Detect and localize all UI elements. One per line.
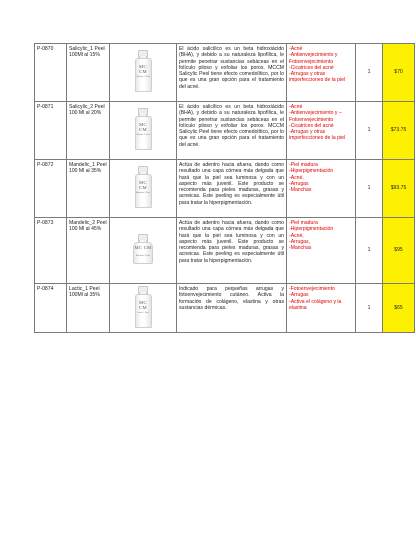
product-price: $73.75: [383, 102, 415, 160]
benefit-item: -Acné,: [289, 232, 304, 239]
benefit-item: -Hiperpigmentación: [289, 226, 334, 233]
product-description: El ácido salicílico es un beta hidroxiácido (BHA), y debido a su naturaleza lipofílica, le permite penetrar sustancias sebáceas en el folículo piloso y exfoliar los poros. MCCM Salicylic Peel tiene efecto comedolítico, por lo que es una gran opción para el tratamiento del acné.: [177, 44, 287, 102]
product-description: Actúa de adentro hacia afuera, dando como resultado una capa córnea más delgada que hará que la piel sea luminosa y con un aspecto más juvenil. Este producto se recomienda para pieles maduras, grasas y acneicas. Este peeling es especialmente útil para tratar la hiperpigmentación.: [177, 160, 287, 218]
product-code: P-0873: [35, 218, 67, 284]
table-row: [35, 218, 415, 284]
table-row: [35, 44, 415, 102]
table-row: [35, 102, 415, 160]
product-price: $95: [383, 218, 415, 284]
benefit-item: -Acné,: [289, 174, 304, 181]
bottle-label-text: Salicylic 1 Peel: [136, 76, 150, 79]
product-name: Mandelic_2 Peel 100 Ml al 45%: [67, 218, 110, 284]
product-bottle-image: [135, 108, 152, 150]
bottle-brand-mark: MC CM: [139, 64, 147, 74]
product-bottle-image: [135, 286, 152, 328]
benefit-item: -Antienvejecimiento y Fotoenvejecimiento: [289, 52, 338, 65]
bottle-label-text: Salicylic 2 Peel: [136, 134, 150, 137]
product-image-cell: [110, 102, 177, 160]
product-quantity: 1: [356, 160, 383, 218]
bottle-brand-mark: MC CM: [139, 180, 147, 190]
product-description: Actúa de adentro hacia afuera, dando como resultado una capa córnea más delgada que hará que la piel sea luminosa y con un aspecto más juvenil. Este producto se recomienda para pieles maduras, grasas y acneicas. Este peeling es especialmente útil para tratar la hiperpigmentación.: [177, 218, 287, 284]
benefit-item: -Acné: [289, 46, 303, 52]
product-quantity: 1: [356, 284, 383, 333]
product-benefits: [287, 218, 356, 284]
benefit-item: -Arrugas: [289, 292, 309, 299]
bottle-brand-mark: MC CM: [139, 300, 147, 310]
product-price: $70: [383, 44, 415, 102]
product-image-cell: [110, 160, 177, 218]
product-image-cell: [110, 284, 177, 333]
benefit-item: -Arrugas y otras imperfecciones de la piel: [289, 71, 346, 84]
product-image-cell: [110, 218, 177, 284]
product-name: Mandelic_1 Peel 100 Ml al 35%: [67, 160, 110, 218]
benefit-item: -Antienvejecimiento y – Fotoenvejecimiento: [289, 110, 342, 123]
benefit-item: -Fotoenvejecimiento: [289, 286, 335, 292]
product-name: Lactic_1 Peel 100Ml al 35%: [67, 284, 110, 333]
table-row: [35, 284, 415, 333]
benefit-item: -Acné: [289, 104, 303, 110]
benefit-item: -Manchas: [289, 245, 312, 251]
product-price: $65: [383, 284, 415, 333]
benefit-item: -Arrugas: [289, 180, 309, 187]
product-benefits: [287, 102, 356, 160]
product-bottle-image: [135, 166, 152, 208]
bottle-brand-mark: MC CM: [134, 245, 152, 251]
product-quantity: 1: [356, 102, 383, 160]
benefit-item: -Cicatrices del acné: [289, 64, 334, 71]
product-code: P-0871: [35, 102, 67, 160]
benefit-item: -Arrugas y otras imperfecciones de la piel: [289, 129, 346, 142]
product-name: Salicylic_1 Peel 100Ml al 15%: [67, 44, 110, 102]
product-benefits: [287, 44, 356, 102]
benefit-item: -Manchas: [289, 187, 312, 193]
product-image-cell: [110, 44, 177, 102]
benefit-item: -Activa el colágeno y la elastina: [289, 298, 342, 311]
benefit-item: -Arrugas,: [289, 238, 310, 245]
benefit-item: -Piel madura: [289, 162, 318, 168]
product-price: $93.75: [383, 160, 415, 218]
bottle-label-text: Lactic 1 Peel: [137, 312, 149, 314]
product-code: P-0874: [35, 284, 67, 333]
product-bottle-image: [133, 234, 153, 264]
product-name: Salicylic_2 Peel 100 Ml al 20%: [67, 102, 110, 160]
product-quantity: 1: [356, 44, 383, 102]
product-benefits: [287, 160, 356, 218]
table-row: [35, 160, 415, 218]
product-table: [34, 43, 415, 333]
product-description: El ácido salicílico es un beta hidroxiácido (BHA), y debido a su naturaleza lipofílica, le permite penetrar sustancias sebáceas en el folículo piloso y exfoliar los poros. MCCM Salicylic Peel tiene efecto comedolítico, por lo que es una gran opción para el tratamiento del acné.: [177, 102, 287, 160]
product-benefits: [287, 284, 356, 333]
bottle-brand-mark: MC CM: [139, 122, 147, 132]
product-code: P-0872: [35, 160, 67, 218]
product-quantity: 1: [356, 218, 383, 284]
product-code: P-0870: [35, 44, 67, 102]
bottle-label-text: Mandelic 1 Peel: [135, 192, 151, 195]
benefit-item: -Hiperpigmentación: [289, 168, 334, 175]
benefit-item: -Piel madura: [289, 220, 318, 226]
product-description: Indicado para pequeñas arrugas y fotoenvejecimiento cutáneo. Activa la formación de colágeno, elastina y otras sustancias dérmicas.: [177, 284, 287, 333]
bottle-label-text: Mandelic 2 Peel: [135, 255, 151, 258]
product-bottle-image: [135, 50, 152, 92]
benefit-item: -Cicatrices del acné: [289, 122, 334, 129]
